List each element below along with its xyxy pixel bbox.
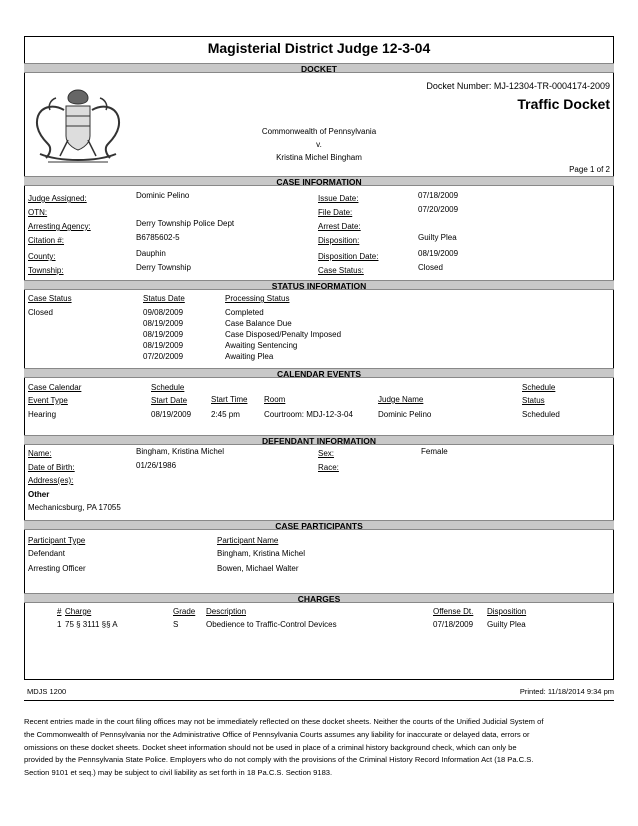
issue-date-label: Issue Date: [318,194,359,203]
county-label: County: [28,252,56,261]
charge-grade: S [173,620,179,629]
calendar-col-start-time: Start Time [211,395,248,404]
charge-description: Obedience to Traffic-Control Devices [206,620,337,629]
charge-statute: 75 § 3111 §§ A [65,620,118,629]
charges-col-charge: Charge [65,607,92,616]
participant-name: Bowen, Michael Walter [217,564,299,573]
caption-versus: v. [316,140,322,149]
charge-disposition: Guilty Plea [487,620,526,629]
defendant-sex-label: Sex: [318,449,335,458]
disposition-label: Disposition: [318,236,360,245]
charge-num: 1 [57,620,62,629]
status-row-date: 07/20/2009 [143,352,184,361]
status-col-status-date: Status Date [143,294,185,303]
calendar-start-time: 2:45 pm [211,410,240,419]
calendar-event-type: Hearing [28,410,57,419]
calendar-status: Scheduled [522,410,560,419]
page-indicator: Page 1 of 2 [569,165,610,174]
judge-assigned-label: Judge Assigned: [28,194,87,203]
defendant-dob-label: Date of Birth: [28,463,75,472]
participant-name: Bingham, Kristina Michel [217,549,306,558]
status-case-status-value: Closed [28,308,53,317]
case-status-label: Case Status: [318,266,364,275]
defendant-name-label: Name: [28,449,52,458]
calendar-judge-name: Dominic Pelino [378,410,432,419]
calendar-col-status: Status [522,396,545,405]
judge-assigned-value: Dominic Pelino [136,191,190,200]
case-status-value: Closed [418,263,443,272]
citation-value: B6785602-5 [136,233,180,242]
status-row-status: Awaiting Plea [225,352,274,361]
calendar-col-room: Room [264,395,286,404]
disposition-value: Guilty Plea [418,233,457,242]
defendant-information-header: DEFENDANT INFORMATION [24,435,614,445]
defendant-name-value: Bingham, Kristina Michel [136,447,225,456]
status-row-status: Case Balance Due [225,319,292,328]
status-row-status: Awaiting Sentencing [225,341,298,350]
calendar-col-schedule: Schedule [151,383,185,392]
participants-col-type: Participant Type [28,536,86,545]
case-participants-header: CASE PARTICIPANTS [24,520,614,530]
status-row-date: 09/08/2009 [143,308,184,317]
county-value: Dauphin [136,249,166,258]
docket-type: Traffic Docket [517,96,610,112]
status-col-case-status: Case Status [28,294,72,303]
status-col-processing-status: Processing Status [225,294,290,303]
status-row-status: Case Disposed/Penalty Imposed [225,330,342,339]
defendant-sex-value: Female [421,447,448,456]
issue-date-value: 07/18/2009 [418,191,459,200]
participant-type: Defendant [28,549,65,558]
charges-col-disposition: Disposition [487,607,527,616]
calendar-col-event-type: Event Type [28,396,68,405]
file-date-value: 07/20/2009 [418,205,459,214]
charges-col-num: # [57,607,62,616]
status-row-date: 08/19/2009 [143,319,184,328]
charges-col-grade: Grade [173,607,196,616]
arresting-agency-value: Derry Township Police Dept [136,219,235,228]
status-information-header: STATUS INFORMATION [24,280,614,290]
defendant-dob-value: 01/26/1986 [136,461,177,470]
calendar-col-judge-name: Judge Name [378,395,424,404]
status-row-date: 08/19/2009 [143,330,184,339]
caption-plaintiff: Commonwealth of Pennsylvania [261,127,377,136]
footer-divider [24,700,614,701]
township-value: Derry Township [136,263,191,272]
defendant-address-label: Address(es): [28,476,74,485]
file-date-label: File Date: [318,208,353,217]
form-id: MDJS 1200 [27,687,67,696]
status-row-date: 08/19/2009 [143,341,184,350]
calendar-events-header: CALENDAR EVENTS [24,368,614,378]
disclaimer-text: Recent entries made in the court filing offices may not be immediately reflected on these docket sheets. Neither the courts of the Unified Judicial System of the Commonwealth of Pennsylvania nor the Administrative Office of Pennsylvania Courts assumes any liability for inaccurate or delayed data, errors or omissions on these docket sheets. Docket sheet information should not be used in place of a criminal history background check, which can only be provided by the Pennsylvania State Police. Employers who do not comply with the provisions of the Criminal History Record Information Act (18 Pa.C.S. Section 9101 et seq.) may be subject to civil liability as set forth in 18 Pa.C.S. Section 9183. [24,717,544,778]
defendant-address-value: Mechanicsburg, PA 17055 [28,503,121,512]
caption-defendant: Kristina Michel Bingham [276,153,362,162]
participant-type: Arresting Officer [28,564,86,573]
defendant-address-type: Other [28,490,50,499]
arresting-agency-label: Arresting Agency: [28,222,91,231]
docket-number: Docket Number: MJ-12304-TR-0004174-2009 [426,81,610,91]
defendant-race-label: Race: [318,463,339,472]
charges-col-description: Description [206,607,247,616]
disposition-date-value: 08/19/2009 [418,249,459,258]
docket-label: DOCKET [24,63,614,73]
case-information-header: CASE INFORMATION [24,176,614,186]
township-label: Township: [28,266,64,275]
court-title: Magisterial District Judge 12-3-04 [207,40,431,56]
otn-label: OTN: [28,208,48,217]
calendar-col-start-date: Start Date [151,396,188,405]
calendar-col-case-calendar: Case Calendar [28,383,82,392]
charges-header: CHARGES [24,593,614,603]
citation-label: Citation #: [28,236,65,245]
calendar-start-date: 08/19/2009 [151,410,192,419]
calendar-room: Courtroom: MDJ-12-3-04 [264,410,353,419]
printed-timestamp: Printed: 11/18/2014 9:34 pm [519,687,614,696]
disposition-date-label: Disposition Date: [318,252,379,261]
participants-col-name: Participant Name [217,536,279,545]
arrest-date-label: Arrest Date: [318,222,361,231]
calendar-col-schedule-status-top: Schedule [522,383,556,392]
charges-col-offense-date: Offense Dt. [433,607,474,616]
status-row-status: Completed [225,308,264,317]
charge-offense-date: 07/18/2009 [433,620,474,629]
